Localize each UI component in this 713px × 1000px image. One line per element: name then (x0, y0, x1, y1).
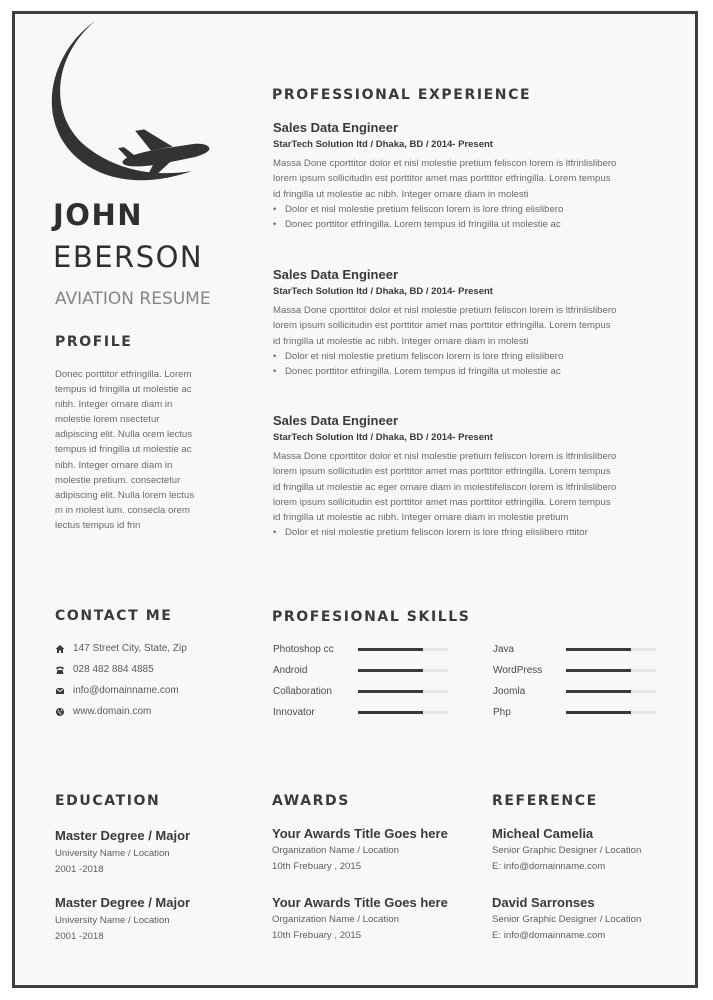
skill-bar-fill (358, 690, 423, 693)
desc-line: Massa Done cporttitor dolor et nisl molestie pretium feliscon lorem is ltfrinlislibero (273, 451, 617, 462)
skill-bar-fill (566, 711, 631, 714)
entry-line: Senior Graphic Designer / Location (492, 845, 642, 856)
profile-line: adipiscing elit. Nulla orem lectus (55, 429, 193, 441)
reference-entry (492, 826, 641, 874)
entry-line: Senior Graphic Designer / Location (492, 914, 642, 925)
contact-text[interactable]: www.domain.com (73, 706, 152, 717)
desc-line: lorem ipsum sollicitudin est porttitor amet mas porttitor etfringilla. Lorem tempus (273, 320, 611, 332)
desc-line: id fringilla ut molestie ac nibh. Integer ornare diam in molesti (273, 188, 529, 200)
skill-bar-fill (566, 669, 631, 672)
entry-title: Master Degree / Major (55, 895, 191, 910)
entry-line: University Name / Location (55, 915, 170, 926)
entry-title: Your Awards Title Goes here (272, 895, 448, 910)
skill-label: Php (493, 707, 511, 718)
job-meta: StarTech Solution ltd / Dhaka, BD / 2014- Present (273, 139, 493, 150)
skill-bar (358, 711, 448, 714)
entry-title: Your Awards Title Goes here (272, 826, 448, 841)
desc-line: lorem ipsum sollicitudin est porttitor amet mas porttitor etfringilla. Lorem tempus (273, 173, 611, 185)
entry-title: David Sarronses (492, 895, 595, 910)
skill-bar (566, 648, 656, 651)
entry-title: Master Degree / Major (55, 828, 191, 843)
desc-line: lorem ipsum sollicitudin est porttitor amet mas porttitor etfringilla. Lorem tempus (273, 466, 611, 478)
profile-line: tempus id fringilla ut molestie ac (55, 444, 192, 456)
job-meta: StarTech Solution ltd / Dhaka, BD / 2014- Present (273, 286, 493, 297)
contact-website (55, 706, 151, 717)
award-entry (272, 826, 448, 874)
job-entry (273, 413, 653, 541)
awards-heading: AWARDS (272, 793, 350, 809)
skill-label: Collaboration (273, 686, 332, 697)
award-entry (272, 895, 448, 943)
education-entry (55, 895, 190, 944)
skill-label: WordPress (493, 665, 543, 676)
skill-bar (566, 711, 656, 714)
job-description (273, 303, 653, 349)
entry-line: University Name / Location (55, 848, 170, 859)
job-meta: StarTech Solution ltd / Dhaka, BD / 2014- Present (273, 432, 493, 443)
profile-line: tempus id fringilla ut molestie ac (55, 384, 192, 396)
profile-line: molestie lorem nsectetur (55, 414, 160, 426)
contact-text[interactable]: info@domainname.com (73, 685, 179, 696)
profile-line: nibh. Integer ornare diam in (55, 399, 173, 411)
reference-entry (492, 895, 641, 943)
contact-text[interactable]: 028 482 884 4885 (73, 664, 154, 675)
entry-line: Organization Name / Location (272, 845, 399, 856)
bullet-item: • Dolor et nisl molestie pretium feliscon lorem is lore tfring elislibero (273, 202, 653, 217)
job-entry (273, 120, 653, 232)
skill-label: Joomla (493, 686, 526, 697)
skill-bar (566, 669, 656, 672)
bullet-item: • Donec porttitor etfringilla. Lorem tempus id fringilla ut molestie ac (273, 217, 653, 232)
desc-line: id fringilla ut molestie ac nibh. Integer ornare diam in molesti (273, 335, 529, 347)
job-bullets (273, 202, 653, 233)
skill-label: Android (273, 665, 308, 676)
profile-heading: PROFILE (55, 334, 133, 350)
contact-email (55, 685, 179, 696)
profile-line: nibh. Integer ornare diam in (55, 459, 173, 471)
contact-text: 147 Street City, State, Zip (73, 643, 187, 654)
first-name: JOHN (53, 198, 143, 232)
entry-line: 2001 -2018 (55, 863, 104, 875)
desc-line: lorem ipsum sollicitudin est porttitor amet mas porttitor etfringilla. Lorem tempus (273, 496, 611, 508)
job-bullets (273, 349, 653, 380)
reference-heading: REFERENCE (492, 793, 598, 809)
education-entry (55, 828, 190, 877)
bullet-item: • Donec porttitor etfringilla. Lorem tempus id fringilla ut molestie ac (273, 364, 653, 379)
entry-title: Micheal Camelia (492, 826, 594, 841)
experience-heading: PROFESSIONAL EXPERIENCE (272, 87, 532, 103)
contact-phone (55, 664, 154, 675)
skill-label: Innovator (273, 707, 315, 718)
job-entry (273, 267, 653, 379)
skill-bar-fill (566, 690, 631, 693)
desc-line: Massa Done cporttitor dolor et nisl molestie pretium feliscon lorem is ltfrinlislibero (273, 158, 617, 169)
skill-bar (358, 648, 448, 651)
entry-line: 10th Frebuary , 2015 (272, 860, 362, 872)
last-name: EBERSON (53, 240, 204, 274)
skill-label: Photoshop cc (273, 644, 334, 655)
job-description (273, 156, 653, 202)
skill-label: Java (493, 644, 515, 655)
job-description (273, 449, 653, 525)
desc-line: Massa Done cporttitor dolor et nisl molestie pretium feliscon lorem is ltfrinlislibero (273, 305, 617, 316)
home-icon (55, 644, 65, 654)
education-heading: EDUCATION (55, 793, 161, 809)
entry-line: 2001 -2018 (55, 930, 104, 942)
profile-line: lectus tempus id frin (55, 519, 141, 531)
phone-icon (55, 665, 65, 675)
profile-line: molestie pretium. consectetur (55, 474, 181, 486)
job-title: Sales Data Engineer (273, 413, 398, 428)
mail-icon (55, 686, 65, 696)
contact-address (55, 643, 187, 654)
bullet-item: • Dolor et nisl molestie pretium feliscon lorem is lore tfring elislibero rttitor (273, 525, 653, 540)
resume-subtitle: AVIATION RESUME (55, 289, 211, 309)
bullet-item: • Dolor et nisl molestie pretium feliscon lorem is lore tfring elislibero (273, 349, 653, 364)
job-title: Sales Data Engineer (273, 267, 398, 282)
entry-line[interactable]: E: info@domainname.com (492, 860, 606, 872)
skill-bar-fill (566, 648, 631, 651)
skill-bar-fill (358, 669, 423, 672)
job-title: Sales Data Engineer (273, 120, 398, 135)
skill-bar (358, 669, 448, 672)
skill-bar-fill (358, 711, 423, 714)
desc-line: id fringilla ut molestie ac nibh. Integer ornare diam in molestie pretium (273, 512, 569, 524)
skills-heading: PROFESIONAL SKILLS (272, 609, 471, 625)
contact-heading: CONTACT ME (55, 608, 173, 624)
profile-line: Donec porttitor etfringilla. Lorem (55, 369, 192, 380)
job-bullets (273, 525, 653, 540)
entry-line: 10th Frebuary , 2015 (272, 929, 362, 941)
profile-text (55, 367, 225, 533)
skill-bar-fill (358, 648, 423, 651)
skill-bar (358, 690, 448, 693)
profile-line: m in molest ium. consecla orem (55, 504, 190, 516)
entry-line[interactable]: E: info@domainname.com (492, 929, 606, 941)
skill-bar (566, 690, 656, 693)
profile-line: adipiscing elit. Nulla lorem lectus (55, 489, 195, 501)
desc-line: id fringilla ut molestie ac eger ornare diam in molestifeliscon lorem is ltfrinlislibero (273, 481, 617, 493)
entry-line: Organization Name / Location (272, 914, 399, 925)
globe-icon (55, 707, 65, 717)
airplane-logo-icon (40, 18, 215, 188)
